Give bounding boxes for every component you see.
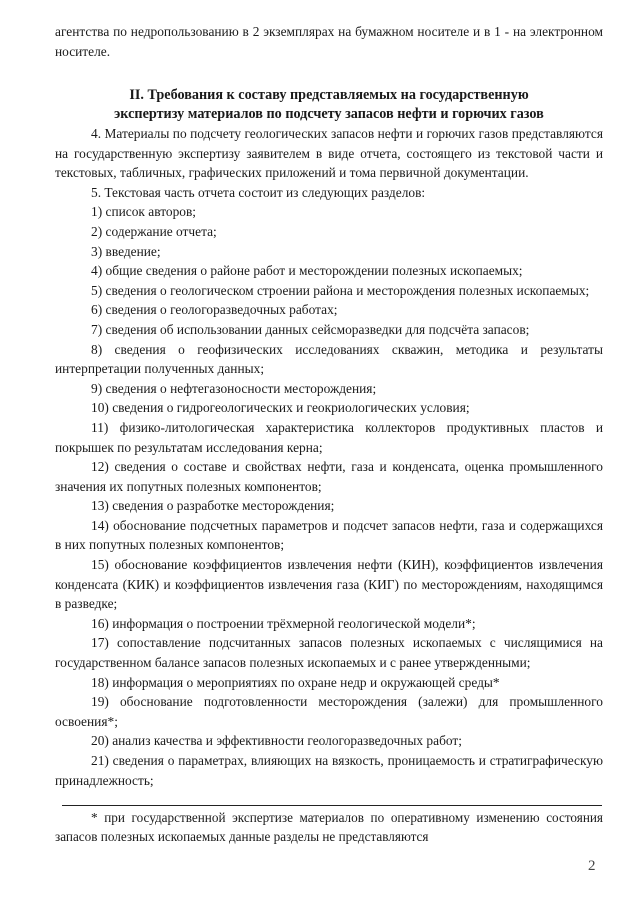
list-item-13: 13) сведения о разработке месторождения; [91,498,335,514]
list-item-9: 9) сведения о нефтегазоносности месторождения; [91,380,377,396]
list-item-6: 6) сведения о геологоразведочных работах; [91,302,338,318]
list-item-2: 2) содержание отчета; [91,223,217,239]
list-item-11: 11) физико-литологическая характеристика коллекторов продуктивных пластов и покрышек по результатам исследования керна; [55,419,603,455]
list-item-4: 4) общие сведения о районе работ и месторождении полезных ископаемых; [91,263,523,279]
continuation-paragraph: агентства по недропользованию в 2 экземплярах на бумажном носителе и в 1 - на электронном носителе. [55,24,603,59]
list-item-15: 15) обоснование коэффициентов извлечения нефти (КИН), коэффициентов извлечения конденсата (КИК) и коэффициентов извлечения газа (КИГ) по месторождениям, находящимся в разведке; [55,557,603,612]
list-item-21: 21) сведения о параметрах, влияющих на вязкость, проницаемость и стратиграфическую принадлежность; [55,753,603,788]
list-item-8: 8) сведения о геофизических исследованиях скважин, методика и результаты интерпретации полученных данных; [55,341,603,377]
paragraph-5: 5. Текстовая часть отчета состоит из следующих разделов: [91,184,426,200]
list-item-16: 16) информация о построении трёхмерной геологической модели*; [91,615,476,631]
list-item-10: 10) сведения о гидрогеологических и геокриологических условия; [91,400,470,416]
list-item-3: 3) введение; [91,243,161,259]
list-item-14: 14) обоснование подсчетных параметров и подсчет запасов нефти, газа и содержащихся в них попутных полезных компонентов; [55,517,603,553]
section-heading-line-2: экспертизу материалов по подсчету запасов нефти и горючих газов [114,106,544,122]
list-item-7: 7) сведения об использовании данных сейсморазведки для подсчёта запасов; [91,321,530,337]
footnote-text: * при государственной экспертизе материалов по оперативному изменению состояния запасов полезных ископаемых данные разделы не представляются [55,810,603,844]
list-item-18: 18) информация о мероприятиях по охране недр и окружающей среды* [91,674,500,690]
continuation-text [55,22,603,61]
list-item-5: 5) сведения о геологическом строении района и месторождения полезных ископаемых; [91,282,590,298]
footnote [55,808,603,846]
page-number: 2 [588,858,596,874]
section-heading [55,86,603,124]
footnote-separator [62,805,602,806]
list-item-17: 17) сопоставление подсчитанных запасов полезных ископаемых с числящимися на государственном балансе запасов полезных ископаемых и с ранее утвержденными; [55,635,603,671]
list-item-1: 1) список авторов; [91,204,197,220]
section-heading-line-1: II. Требования к составу представляемых на государственную [129,87,529,103]
list-item-12: 12) сведения о составе и свойствах нефти, газа и конденсата, оценка промышленного значения их попутных полезных компонентов; [55,459,603,494]
list-item-20: 20) анализ качества и эффективности геологоразведочных работ; [91,733,462,749]
paragraph-4: 4. Материалы по подсчету геологических запасов нефти и горючих газов представляются на государственную экспертизу заявителем в виде отчета, состоящего из текстовой части и текстовых, табличных, графических приложений и тома первичной документации. [55,126,603,181]
list-item-19: 19) обоснование подготовленности месторождения (залежи) для промышленного освоения*; [55,694,603,729]
section-body [55,124,603,790]
